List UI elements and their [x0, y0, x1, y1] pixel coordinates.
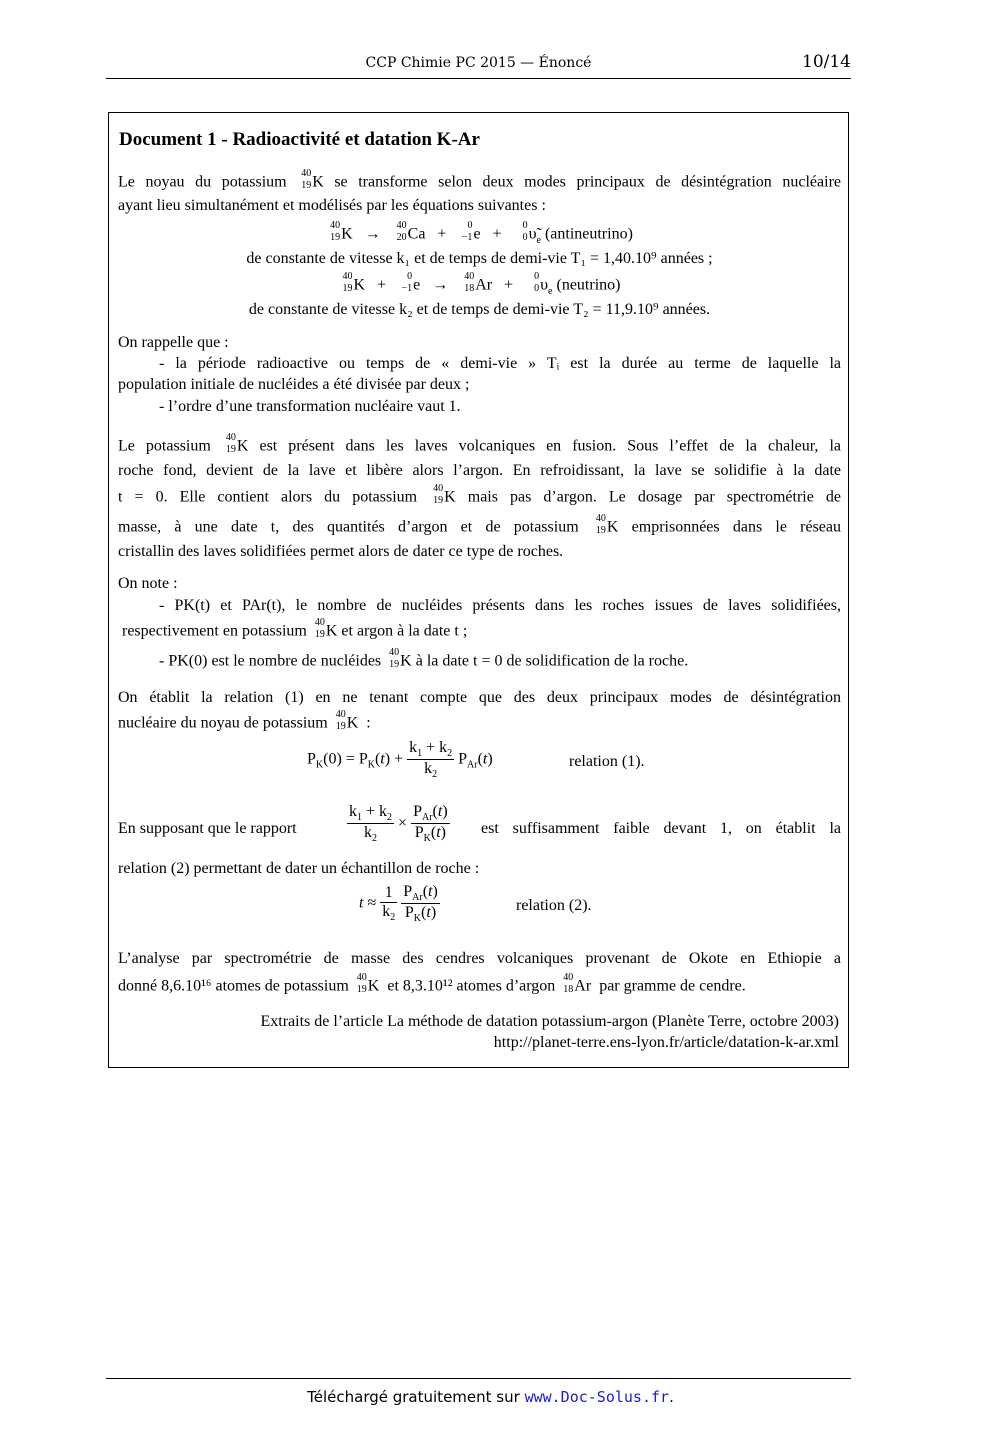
document-title: Document 1 - Radioactivité et datation K-Ar [119, 129, 480, 150]
relation-2-formula: t ≈ $\frac{1}{k_2}$ $\frac{P_{Ar}(t)}{P_K(t)}$ [359, 883, 438, 925]
paragraph-2-line-1: Le potassium 40 19 K est présent dans les laves volcaniques en fusion. Sous l’effet de la chaleur, la [118, 432, 842, 455]
page-number: 10/14 [802, 52, 851, 72]
relation-1-formula: $P_K(0) = P_K(t)$ + $\frac{k_1 + k_2}{k_2}$ $P_{Ar}(t)$ [307, 739, 493, 781]
equation-2-constants: de constante de vitesse k₂ et de temps de demi-vie T₂ = 11,9.10⁹ années. [248, 301, 711, 318]
rappel-title: On rappelle que : [118, 334, 229, 351]
relation-1-label: relation (1). [569, 753, 645, 770]
paragraph-2-line-4: masse, à une date t, des quantités d’argon et de potassium 40 19 K emprisonnées dans le réseau [118, 513, 842, 536]
footer-text: Téléchargé gratuitement sur [307, 1388, 520, 1406]
note-item-1-cont: respectivement en potassium 40 19 K et argon à la date t ; [122, 617, 468, 640]
source-citation: Extraits de l’article La méthode de datation potassium-argon (Planète Terre, octobre 2003) [260, 1013, 839, 1030]
intro-line-1: Le noyau du potassium 40 19 K se transforme selon deux modes principaux de désintégration nucléaire [118, 171, 841, 195]
paragraph-5-line-1: L’analyse par spectrométrie de masse des cendres volcaniques provenant de Okote en Ethiopie a [118, 950, 841, 967]
ratio-formula: $\frac{k_1 + k_2}{k_2}$ × $\frac{P_{Ar}(t)}{P_K(t)}$ [349, 803, 448, 845]
note-item-2: - PK(0) est le nombre de nucléides 40 19 K à la date t = 0 de solidification de la roche. [159, 647, 689, 670]
header-title: CCP Chimie PC 2015 — Énoncé [365, 55, 592, 71]
page-footer [0, 1388, 981, 1406]
paragraph-4-line-1a: En supposant que le rapport [118, 820, 297, 837]
rappel-item-2: - l’ordre d’une transformation nucléaire vaut 1. [159, 398, 461, 415]
paragraph-2-line-2: roche fond, devient de la lave et libère alors l’argon. En refroidissant, la lave se solidifie à la date [118, 462, 841, 479]
footer-link[interactable]: www.Doc-Solus.fr [524, 1388, 670, 1406]
page-header [106, 50, 851, 79]
paragraph-4-line-2: relation (2) permettant de dater un échantillon de roche : [118, 860, 480, 877]
k40-nuclide: 40 19 [301, 168, 312, 191]
footer-divider [106, 1378, 851, 1379]
equation-1-constants: de constante de vitesse k₁ et de temps de demi-vie T₁ = 1,40.10⁹ années ; [246, 250, 713, 267]
paragraph-2-line-3: t = 0. Elle contient alors du potassium 40 19 K mais pas d’argon. Le dosage par spectrométrie de [118, 483, 841, 506]
equation-2: 40 19 K + 0 −1 e → 40 18 Ar + 0 0 $\upsilon_e$ (neutrino) [342, 271, 621, 297]
rappel-item-1: - la période radioactive ou temps de « demi-vie » Tᵢ est la durée au terme de laquelle la [159, 355, 841, 372]
paragraph-4-line-1b: est suffisamment faible devant 1, on établit la [481, 820, 841, 837]
paragraph-5-line-2: donné 8,6.10¹⁶ atomes de potassium 40 19 K et 8,3.10¹² atomes d’argon 40 18 Ar par gramme de cendre. [118, 972, 746, 995]
note-title: On note : [118, 575, 178, 592]
note-item-1: - PK(t) et PAr(t), le nombre de nucléides présents dans les roches issues de laves solidifiées, [159, 597, 841, 614]
equation-1: 40 19 K → 40 20 Ca + 0 −1 e + 0 0 $\upsiloñ_e$ (antineutrino) [330, 220, 633, 246]
source-url: http://planet-terre.ens-lyon.fr/article/datation-k-ar.xml [493, 1034, 839, 1051]
footer-end: . [669, 1388, 674, 1406]
intro-line-2: ayant lieu simultanément et modélisés par les équations suivantes : [118, 197, 546, 214]
document-box [108, 112, 849, 1068]
rappel-item-1-cont: population initiale de nucléides a été divisée par deux ; [118, 376, 470, 393]
paragraph-2-line-5: cristallin des laves solidifiées permet alors de dater ce type de roches. [118, 543, 564, 560]
paragraph-3-line-2: nucléaire du noyau de potassium 40 19 K : [118, 709, 371, 732]
relation-2-label: relation (2). [516, 897, 592, 914]
paragraph-3-line-1: On établit la relation (1) en ne tenant compte que des deux principaux modes de désintégration [118, 689, 841, 706]
